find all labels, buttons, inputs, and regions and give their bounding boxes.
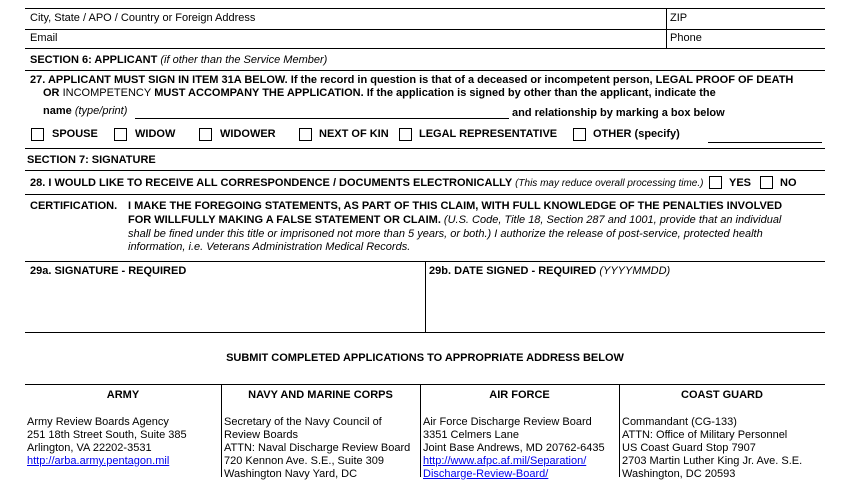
section7-title: SECTION 7: SIGNATURE bbox=[27, 154, 156, 166]
legal-rep-label: LEGAL REPRESENTATIVE bbox=[419, 128, 558, 140]
army-line: Arlington, VA 22202-3531 bbox=[27, 442, 152, 454]
widower-checkbox[interactable] bbox=[199, 128, 212, 141]
divider bbox=[25, 194, 825, 195]
signature-area[interactable] bbox=[29, 280, 421, 328]
navy-line: Washington Navy Yard, DC bbox=[224, 468, 358, 480]
airforce-head: AIR FORCE bbox=[489, 389, 550, 401]
divider bbox=[25, 48, 825, 49]
relationship-label: and relationship by marking a box below bbox=[512, 107, 725, 119]
divider bbox=[25, 332, 825, 333]
coastguard-line: US Coast Guard Stop 7907 bbox=[622, 442, 756, 454]
next-of-kin-label: NEXT OF KIN bbox=[319, 128, 389, 140]
city-input[interactable] bbox=[29, 22, 663, 33]
next-of-kin-checkbox[interactable] bbox=[299, 128, 312, 141]
section6-title-text: SECTION 6: APPLICANT bbox=[30, 54, 158, 66]
electronic-no-checkbox[interactable] bbox=[760, 176, 773, 189]
name-note: (type/print) bbox=[74, 105, 128, 117]
airforce-line: 3351 Celmers Lane bbox=[423, 429, 520, 441]
divider bbox=[25, 70, 825, 71]
navy-line: Secretary of the Navy Council of bbox=[224, 416, 382, 428]
cert-line4: information, i.e. Veterans Administration Medical Records. bbox=[128, 241, 411, 253]
submit-title: SUBMIT COMPLETED APPLICATIONS TO APPROPRIATE ADDRESS BELOW bbox=[226, 352, 624, 364]
electronic-yes-checkbox[interactable] bbox=[709, 176, 722, 189]
section6-title bbox=[30, 54, 327, 66]
airforce-link[interactable]: http://www.afpc.af.mil/Separation/ bbox=[423, 455, 587, 467]
legal-rep-checkbox[interactable] bbox=[399, 128, 412, 141]
cert-line2-bold: FOR WILLFULLY MAKING A FALSE STATEMENT OR CLAIM. bbox=[128, 214, 441, 226]
airforce-address bbox=[423, 416, 605, 481]
phone-input[interactable] bbox=[710, 33, 824, 47]
airforce-line: Joint Base Andrews, MD 20762-6435 bbox=[423, 442, 605, 454]
army-link[interactable]: http://arba.army.pentagon.mil bbox=[27, 455, 170, 467]
certification-label: CERTIFICATION. bbox=[30, 200, 118, 212]
army-line: Army Review Boards Agency bbox=[27, 416, 169, 428]
email-input[interactable] bbox=[65, 33, 664, 47]
section6-title-note: (if other than the Service Member) bbox=[160, 54, 328, 66]
item27-or: OR bbox=[43, 87, 63, 99]
spouse-label: SPOUSE bbox=[52, 128, 98, 140]
date-signed-input[interactable] bbox=[429, 282, 823, 324]
name-label-group bbox=[43, 105, 127, 117]
army-address bbox=[27, 416, 187, 468]
no-label: NO bbox=[780, 177, 797, 189]
widow-checkbox[interactable] bbox=[114, 128, 127, 141]
other-checkbox[interactable] bbox=[573, 128, 586, 141]
other-underline bbox=[708, 142, 822, 143]
item27-rest: MUST ACCOMPANY THE APPLICATION. If the application is signed by other than the applicant, indicate the bbox=[151, 87, 716, 99]
applicant-name-input[interactable] bbox=[135, 104, 511, 119]
divider bbox=[25, 384, 825, 385]
name-underline bbox=[135, 118, 509, 119]
coastguard-line: ATTN: Office of Military Personnel bbox=[622, 429, 788, 441]
navy-line: 720 Kennon Ave. S.E., Suite 309 bbox=[224, 455, 385, 467]
navy-head: NAVY AND MARINE CORPS bbox=[248, 389, 393, 401]
city-label: City, State / APO / Country or Foreign Address bbox=[30, 12, 256, 24]
army-line: 251 18th Street South, Suite 385 bbox=[27, 429, 187, 441]
signature-label: 29a. SIGNATURE - REQUIRED bbox=[30, 265, 187, 277]
date-note: (YYYYMMDD) bbox=[599, 265, 671, 277]
cert-line2 bbox=[128, 214, 781, 226]
other-label: OTHER (specify) bbox=[593, 128, 680, 140]
item28-text: 28. I WOULD LIKE TO RECEIVE ALL CORRESPONDENCE / DOCUMENTS ELECTRONICALLY bbox=[30, 177, 513, 189]
zip-label: ZIP bbox=[670, 12, 688, 24]
date-label: 29b. DATE SIGNED - REQUIRED bbox=[429, 265, 597, 277]
divider bbox=[25, 29, 825, 30]
item28 bbox=[30, 177, 703, 189]
navy-line: Review Boards bbox=[224, 429, 298, 441]
widower-label: WIDOWER bbox=[220, 128, 276, 140]
army-head: ARMY bbox=[106, 389, 140, 401]
item27-incompetency: INCOMPETENCY bbox=[62, 87, 152, 99]
coastguard-line: 2703 Martin Luther King Jr. Ave. S.E. bbox=[622, 455, 803, 467]
date-label-group bbox=[429, 265, 670, 277]
navy-address bbox=[224, 416, 410, 481]
phone-label: Phone bbox=[670, 32, 702, 44]
coastguard-line: Commandant (CG-133) bbox=[622, 416, 737, 428]
name-label: name bbox=[43, 105, 72, 117]
divider bbox=[666, 8, 667, 48]
widow-label: WIDOW bbox=[135, 128, 176, 140]
cert-line2-italic: (U.S. Code, Title 18, Section 287 and 1001, provide that an individual bbox=[440, 214, 782, 226]
coastguard-address bbox=[622, 416, 802, 481]
divider bbox=[425, 261, 426, 332]
yes-label: YES bbox=[729, 177, 752, 189]
divider bbox=[25, 170, 825, 171]
airforce-link-cont[interactable]: Discharge-Review-Board/ bbox=[423, 468, 549, 480]
spouse-checkbox[interactable] bbox=[31, 128, 44, 141]
other-specify-input[interactable] bbox=[708, 128, 824, 143]
cert-line3: shall be fined under this title or imprisoned not more than 5 years, or both.) I authorize the release of post-service, protected health bbox=[128, 228, 763, 240]
coastguard-head: COAST GUARD bbox=[681, 389, 763, 401]
application-form bbox=[25, 0, 825, 480]
navy-line: ATTN: Naval Discharge Review Board bbox=[224, 442, 411, 454]
item27-line2 bbox=[43, 87, 716, 99]
airforce-line: Air Force Discharge Review Board bbox=[423, 416, 592, 428]
cert-line1: I MAKE THE FOREGOING STATEMENTS, AS PART OF THIS CLAIM, WITH FULL KNOWLEDGE OF THE PENALTIES INVOLVED bbox=[128, 200, 783, 212]
divider bbox=[25, 8, 825, 9]
email-label: Email bbox=[30, 32, 58, 44]
item28-note: (This may reduce overall processing time.) bbox=[515, 178, 704, 189]
item27-line1: 27. APPLICANT MUST SIGN IN ITEM 31A BELOW. If the record in question is that of a deceased or incompetent person, LEGAL PROOF OF DEATH bbox=[30, 74, 794, 86]
coastguard-line: Washington, DC 20593 bbox=[622, 468, 736, 480]
divider bbox=[25, 148, 825, 149]
